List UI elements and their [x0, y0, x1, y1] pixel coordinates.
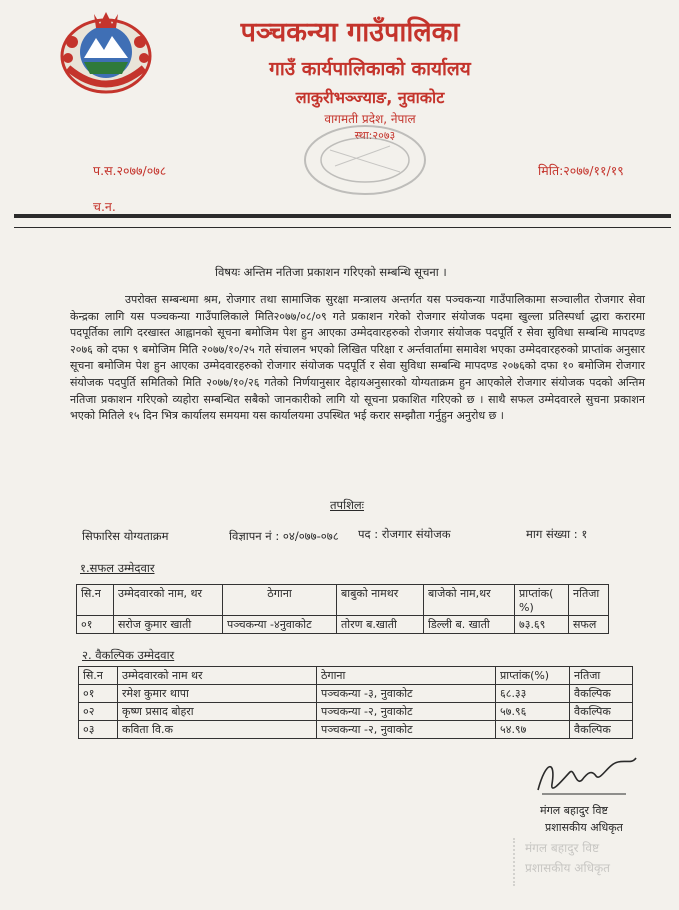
table-cell: ६८.३३ [496, 685, 570, 703]
section-alternate-title: २. वैकल्पिक उम्मेदवार [82, 648, 175, 662]
table-header-cell: बाबुको नामथर [337, 585, 424, 616]
table-header-cell: प्राप्तांक( %) [515, 585, 569, 616]
dispatch-number: च.न. [93, 199, 116, 214]
table-cell: कृष्ण प्रसाद बोहरा [118, 703, 317, 721]
table-cell: सफल [569, 616, 609, 634]
letterhead-line1: पञ्चकन्या गाउँपालिका [240, 17, 460, 48]
table-cell: पञ्चकन्या -३, नुवाकोट [317, 685, 496, 703]
table-cell: वैकल्पिक [570, 685, 633, 703]
table-cell: डिल्ली ब. खाती [424, 616, 515, 634]
table-header-cell: प्राप्तांक(%) [496, 667, 570, 685]
table-cell: ०१ [79, 685, 118, 703]
meta-advert-number: विज्ञापन नं : ०४/०७७-०७८ [229, 529, 339, 543]
reference-number: प.स.२०७७/०७८ [93, 163, 167, 178]
meta-post: पद : रोजगार संयोजक [358, 527, 451, 541]
table-cell: ५४.९७ [496, 721, 570, 739]
details-heading: तपशिलः [330, 498, 365, 512]
faded-name-stamp [513, 838, 655, 886]
table-cell: ७३.६९ [515, 616, 569, 634]
header-divider-thin [14, 227, 671, 228]
table-header-cell: उम्मेदवारको नाम, थर [114, 585, 223, 616]
table-header-cell: ठेगाना [317, 667, 496, 685]
table-cell: पञ्चकन्या -२, नुवाकोट [317, 703, 496, 721]
table-cell: तोरण ब.खाती [337, 616, 424, 634]
section-successful-title: १.सफल उम्मेदवार [80, 561, 155, 575]
table-header-cell: उम्मेदवारको नाम थर [118, 667, 317, 685]
meta-recommend: सिफारिस योग्यताक्रम [82, 529, 169, 543]
table-cell: ०२ [79, 703, 118, 721]
table-row [77, 616, 609, 634]
letter-date: मिति:२०७७/११/१९ [538, 163, 624, 178]
alternate-candidates-table [78, 666, 633, 739]
table-row [79, 685, 633, 703]
table-cell: वैकल्पिक [570, 703, 633, 721]
table-header-cell: नतिजा [570, 667, 633, 685]
table-cell: ०१ [77, 616, 114, 634]
successful-candidates-table [76, 584, 609, 634]
table-header-cell: सि.न [79, 667, 118, 685]
signatory-name: मंगल बहादुर विष्ट [540, 804, 608, 817]
table-header-cell: नतिजा [569, 585, 609, 616]
table-row [79, 703, 633, 721]
table-cell: वैकल्पिक [570, 721, 633, 739]
table-cell: ५७.९६ [496, 703, 570, 721]
table-cell: पञ्चकन्या -२, नुवाकोट [317, 721, 496, 739]
subject-line: विषयः अन्तिम नतिजा प्रकाशन गरिएको सम्बन्धि सूचना । [215, 265, 447, 279]
table-cell: रमेश कुमार थापा [118, 685, 317, 703]
table-header-row [77, 585, 609, 616]
letterhead-line2: गाउँ कार्यपालिकाको कार्यालय [269, 58, 471, 80]
table-cell: ०३ [79, 721, 118, 739]
table-row [79, 721, 633, 739]
table-header-row [79, 667, 633, 685]
signatory-title: प्रशासकीय अधिकृत [545, 821, 623, 834]
table-cell: पञ्चकन्या -४नुवाकोट [223, 616, 337, 634]
signature-icon [530, 750, 640, 804]
table-header-cell: बाजेको नाम,थर [424, 585, 515, 616]
letterhead-line5: स्था:२०७३ [354, 129, 396, 142]
stamp-title: प्रशासकीय अधिकृत [525, 861, 611, 875]
office-stamp-icon [290, 120, 440, 200]
table-cell: सरोज कुमार खाती [114, 616, 223, 634]
table-header-cell: सि.न [77, 585, 114, 616]
stamp-name: मंगल बहादुर विष्ट [525, 841, 600, 855]
table-cell: कविता वि.क [118, 721, 317, 739]
letterhead-line4: वागमती प्रदेश, नेपाल [324, 112, 416, 126]
header-divider [14, 214, 671, 218]
letterhead-line3: लाकुरीभञ्ज्याङ, नुवाकोट [295, 88, 445, 107]
notice-paragraph: उपरोक्त सम्बन्धमा श्रम, रोजगार तथा सामाजिक सुरक्षा मन्त्रालय अन्तर्गत यस पञ्चकन्या गाउँपालिकामा सञ्चालीत रोजगार सेवा केन्द्रका लागि यस पञ्चकन्या गाउँपालिकाले मिति२०७७/०८/०९ गते प्रकाशन गरेको रोजगार संयोजक पदमा खुल्ला प्रतिस्पर्धा द्धारा करारमा पदपूर्तिका लागि दरखास्त आह्वानको सूचना बमोजिम पेश हुन आएका उम्मेदवारहरुको रोजगार संयोजक पदपूर्ति र सेवा सुविधा सम्बन्धि मापदण्ड २०७६ को दफा ९ बमोजिम मिति २०७७/१०/२५ गते संचालन भएको लिखित परिक्षा र अर्न्तवार्तामा समावेश भएका उम्मेदवारहरुको प्राप्तांक अनुसार सूचना बमोजिम पेश हुन आएका उम्मेदवारहरुको रोजगार संयोजक पदपूर्ति र सेवा सुविधा सम्बन्धि मापदण्ड २०७६को दफा १० बमोजिम रोजगार संयोजक पदपुर्ति समितिको मिति २०७७/१०/२६ गतेको निर्णयानुसार देहायअनुसारको योग्यताक्रम हुन आएकोले रोजगार संयोजक पदको अन्तिम नतिजा प्रकाशन गरिएको व्यहोरा सम्बन्धित सबैको जानकारीको लागि यो सूचना प्रकाशित गरिएको छ । साथै सफल उम्मेदवारले सुचना प्रकाशन भएको मितिले १५ दिन भित्र कार्यालय समयमा यस कार्यालयमा उपस्थित भई करार सम्झौता गर्नुहुन अनुरोध छ । [70, 293, 645, 423]
table-header-cell: ठेगाना [223, 585, 337, 616]
meta-demand-count: माग संख्या : १ [526, 527, 588, 541]
